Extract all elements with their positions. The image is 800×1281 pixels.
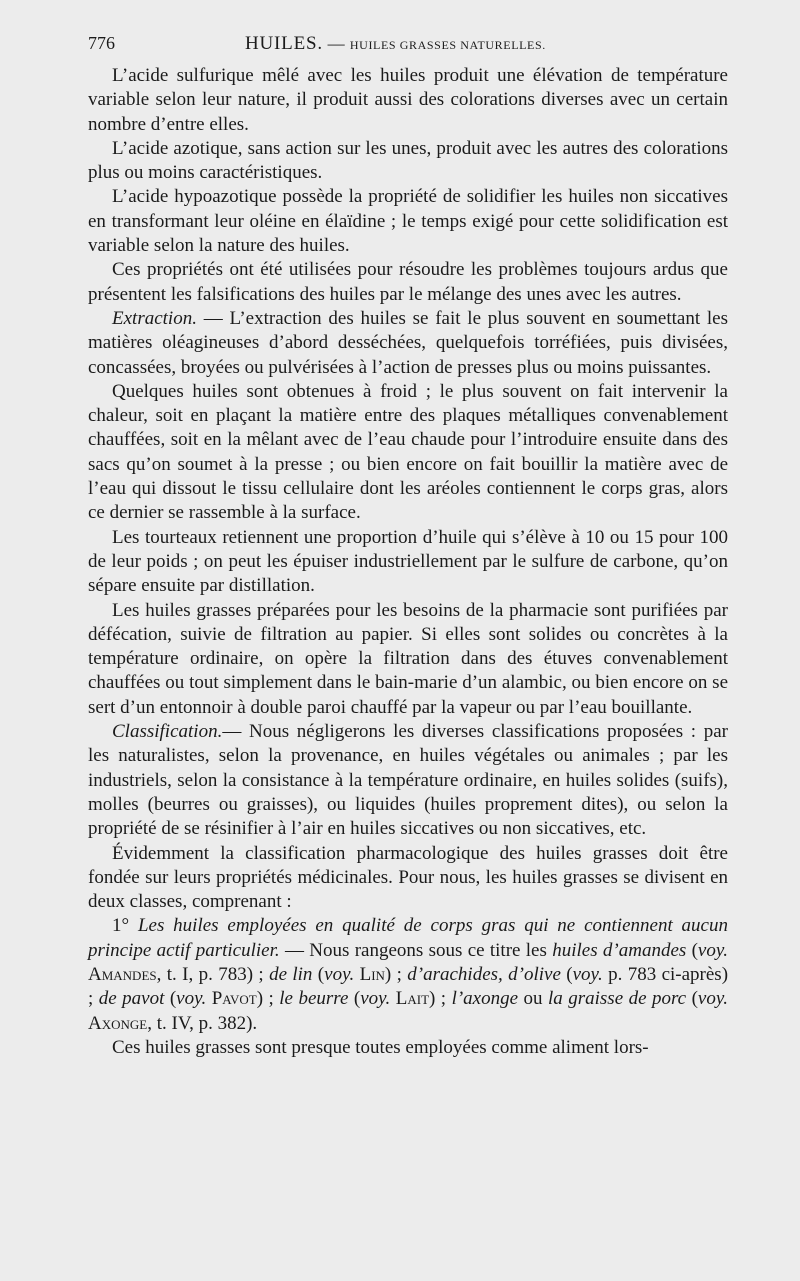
page-number: 776 [88,33,115,53]
paragraph-cold-pressing: Quelques huiles sont obtenues à froid ; le plus souvent on fait intervenir la chaleur, soit en plaçant la matière entre des plaques métalliques convenablement chauffées, soit en la mêlant avec de l’eau chaude pour l’introduire ensuite dans des sacs qu’on soumet à la presse ; ou bien encore on fait bouillir la matière avec de l’eau qui dissout le tissu cellulaire dont les aréoles contiennent le corps gras, alors ce dernier se rassemble à la surface. [88,380,728,524]
body-text [88,64,728,1060]
paragraph-sulfuric: L’acide sulfurique mêlé avec les huiles produit une élévation de température variable selon leur nature, il produit aussi des colorations diverses avec un certain nombre d’entre elles. [88,65,728,135]
paragraph-falsifications: Ces propriétés ont été utilisées pour résoudre les problèmes toujours ardus que présentent les falsifications des huiles par le mélange des unes avec les autres. [88,259,728,305]
paragraph-food-use: Ces huiles grasses sont presque toutes employées comme aliment lors- [112,1036,649,1058]
paragraph-classification-text: — Nous négligerons les diverses classifications proposées : par les naturalistes, selon la provenance, en huiles végétales ou animales ; par les industriels, selon la consistance à la température ordinaire, en huiles solides (suifs), molles (beurres ou graisses), ou liquides (huiles proprement dites), ou selon la propriété de se résinifier à l’air en huiles siccatives ou non siccatives, etc. [88,721,728,840]
running-title-main: HUILES. [245,33,323,54]
running-header [88,33,728,57]
heading-extraction: Extraction. [112,307,197,329]
heading-classification: Classification. [112,721,223,743]
paragraph-nitric: L’acide azotique, sans action sur les unes, produit avec les autres des colorations plus ou moins caractéristiques. [88,137,728,184]
paragraph-hypoazotic: L’acide hypoazotique possède la propriété de solidifier les huiles non siccatives en transformant leur oléine en élaïdine ; le temps exigé pour cette solidification est variable selon la nature des huiles. [88,186,728,257]
paragraph-first-class: 1° Les huiles employées en qualité de corps gras qui ne contiennent aucun principe actif particulier. — Nous rangeons sous ce titre les huiles d’amandes (voy. Amandes, t. I, p. 783) ; de lin (voy. Lin) ; d’arachides, d’olive (voy. p. 783 ci-après) ; de pavot (voy. Pavot) ; le beurre (voy. Lait) ; l’axonge ou la graisse de porc (voy. Axonge, t. IV, p. 382). [88,915,729,1034]
running-title-dash: — [327,34,346,53]
paragraph-pharmacy: Les huiles grasses préparées pour les besoins de la pharmacie sont purifiées par défécation, suivie de filtration au papier. Si elles sont solides ou concrètes à la température ordinaire, on opère la filtration dans des étuves convenablement chauffées ou tout simplement dans le bain-marie d’un alambic, ou bien encore on se sert d’un entonnoir à double paroi chauffé par la vapeur ou par l’eau bouillante. [88,599,728,718]
paragraph-extraction [88,307,728,380]
paragraph-classification [88,720,728,841]
running-title [245,33,546,55]
paragraph-pharmacologic: Évidemment la classification pharmacologique des huiles grasses doit être fondée sur leurs propriétés médicinales. Pour nous, les huiles grasses se divisent en deux classes, comprenant : [88,842,728,913]
paragraph-extraction-text: — L’extraction des huiles se fait le plus souvent en soumettant les matières oléagineuses d’abord desséchées, quelquefois torréfiées, puis divisées, concassées, broyées ou pulvérisées à l’action de presses plus ou moins puissantes. [88,307,728,378]
running-title-sub: HUILES GRASSES NATURELLES. [349,38,546,52]
paragraph-tourteaux: Les tourteaux retiennent une proportion d’huile qui s’élève à 10 ou 15 pour 100 de leur poids ; on peut les épuiser industriellement par le sulfure de carbone, qu’on sépare ensuite par distillation. [88,526,728,597]
